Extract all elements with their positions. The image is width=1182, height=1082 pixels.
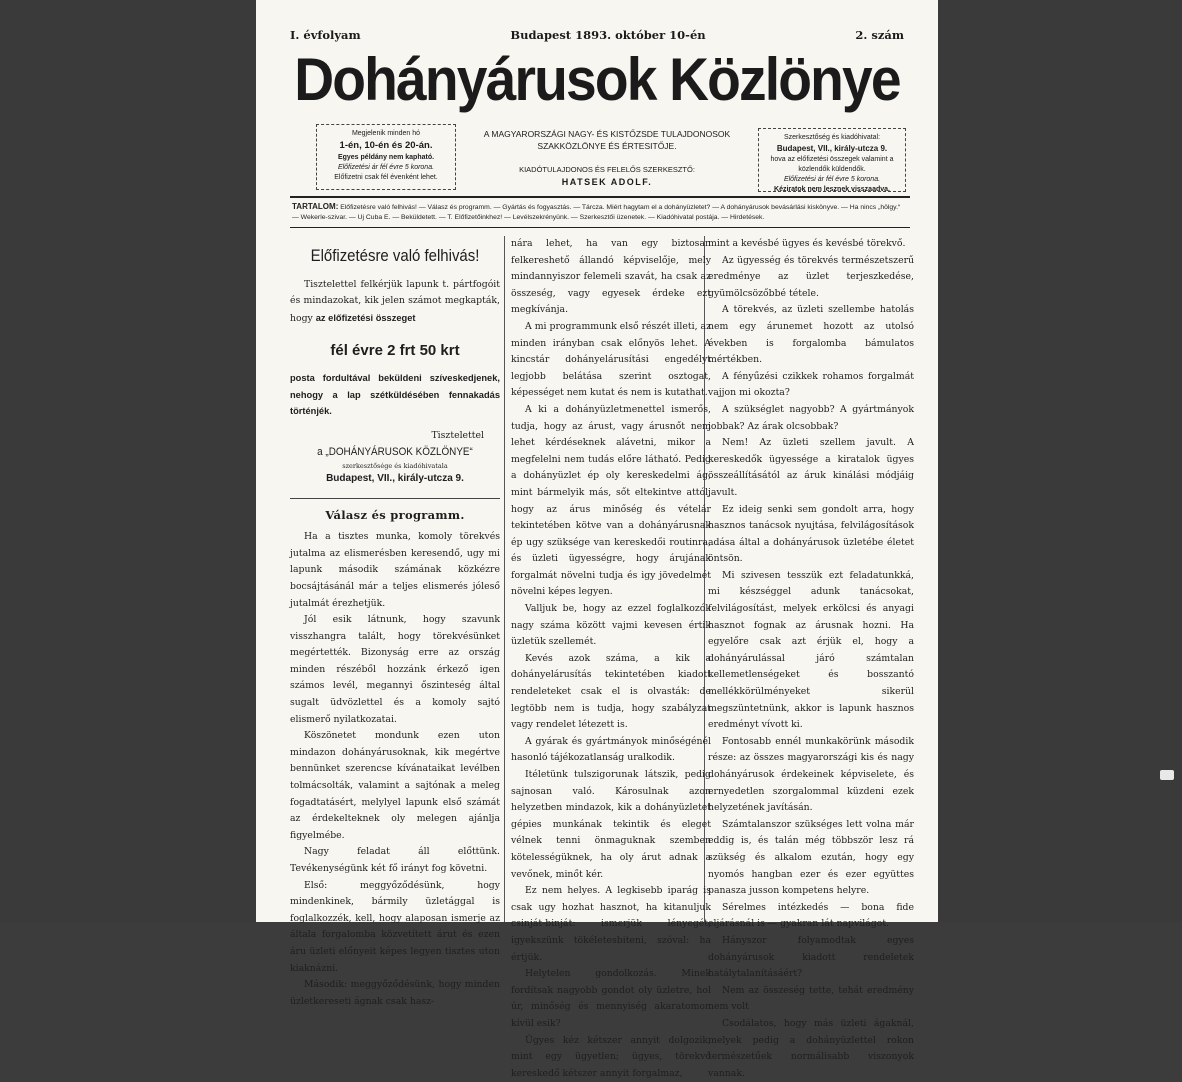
article-paragraph: Ügyes kéz kétszer annyit dolgozik, mint egy ügyetlen; ügyes, törekvő kereskedő kétszer annyit forgalmaz, — [511, 1033, 711, 1082]
info-line: Egyes példány nem kapható. — [323, 153, 449, 163]
article-paragraph: Itéletünk tulszigorunak látszik, pedig sajnosan való. Károsulnak azon helyzetben mindazok, kik a dohányüzletet gépies munkának tekintik és eleget vélnek tenni önmaguknak szemben kötelességüknek, ha oly árut adnak a vevőnek, minőt kér. — [511, 767, 711, 883]
article-body — [290, 529, 500, 1010]
notice-paragraph — [290, 277, 500, 328]
article-paragraph: Csodálatos, hogy más üzleti ágaknál, melyek pedig a dohányüzlettel rokon természetűek normálisabb viszonyok vannak. — [708, 1016, 914, 1082]
article-paragraph: Nagy feladat áll előttünk. Tevékenységünk két fő irányt fog követni. — [290, 844, 500, 877]
column-1 — [290, 236, 500, 1010]
info-line: Előfizetési ár fél évre 5 korona. — [323, 163, 449, 173]
notice-signature: a „DOHÁNYÁRUSOK KÖZLÖNYE“ — [301, 444, 490, 461]
article-paragraph: Helytelen gondolkozás. Minek fordítsak nagyobb gondot oly üzletre, hol úr, minőség és mennyiség akaratomon kívül esik? — [511, 966, 711, 1032]
article-paragraph: A gyárak és gyártmányok minőségénél hasonló tájékozatlanság uralkodik. — [511, 734, 711, 767]
article-paragraph: Ez nem helyes. A legkisebb iparág is csak ugy hozhat hasznot, ha kitanuljuk csinját-binját: ismerjük lényegét, igyekszünk tökéletesbiteni, szóval: ha értjük. — [511, 883, 711, 966]
article-paragraph: Ha a tisztes munka, komoly törekvés jutalma az elismerésben keresendő, ugy mi lapunk második számának közkézre bocsájtásánál már a teljes elismerés jóleső jutalmát érezhetjük. — [290, 529, 500, 612]
info-line: Kéziratok nem lesznek visszaadva. — [765, 185, 899, 195]
article-paragraph: Fontosabb ennél munkakörünk második része: az összes magyarországi kis és nagy dohányárusok érdekeinek képviselete, és ernyedetlen szorgalommal küzdeni ezek helyzetének javításán. — [708, 734, 914, 817]
newspaper-title: Dohányárusok Közlönye — [283, 50, 910, 110]
article-paragraph: Nem az összeség tette, tehát eredmény nem volt — [708, 983, 914, 1016]
toc-label: TARTALOM: — [292, 202, 338, 211]
article-paragraph: Ez ideig senki sem gondolt arra, hogy hasznos tanácsok nyujtása, felvilágosítások adása által a dohányárusok üzletébe életet öntsön. — [708, 502, 914, 568]
article-paragraph: Első: meggyőződésünk, hogy mindenkinek, bármily üzletággal is foglalkozzék, kell, hogy alaposan ismerje az általa forgalomba közvetített árut és ezen áru üzleti előnyeit képes legyen tisztes uton kiaknázni. — [290, 878, 500, 978]
article-paragraph: Sérelmes intézkedés — bona fide eljárásnál is — gyakran lát napvilágot. — [708, 900, 914, 933]
editor-name: HATSEK ADOLF. — [456, 176, 758, 189]
section-rule — [290, 498, 500, 499]
article-paragraph: nára lehet, ha van egy biztosan felkereshető állandó képviselője, mely mindannyiszor felemeli szavát, ha csak az összeség, vagy egyesek érdeke ezt megkívánja. — [511, 236, 711, 319]
dateline: Budapest 1893. október 10-én — [510, 28, 705, 42]
article-title: Válasz és programm. — [290, 507, 500, 524]
editor-label: KIADÓTULAJDONOS ÉS FELELŐS SZERKESZTŐ: — [456, 165, 758, 176]
article-paragraph: mint a kevésbé ügyes és kevésbé törekvő. — [708, 236, 914, 253]
info-line: Előfizetni csak fél évenként lehet. — [323, 173, 449, 183]
column-3 — [708, 236, 914, 1082]
article-paragraph: Mi szivesen tesszük ezt feladatunkká, mi készséggel adunk tanácsokat, felvilágosítást, melyek erkölcsi és anyagi hasznot fognak az árusnak hozni. Ha egyelőre csak azt érjük el, hogy a dohányárulással járó számtalan kellemetlenségeket és bosszantó mellékkörülményeket sikerül megszüntetnünk, akkor is lapunk hasznos eredményt vívott ki. — [708, 568, 914, 734]
editorial-office-box — [758, 128, 906, 192]
notice-request: posta fordultával beküldeni szíveskedjenek, nehogy a lap szétküldésében fennakadás történjék. — [290, 370, 500, 420]
article-paragraph: Valljuk be, hogy az ezzel foglalkozók nagy száma között vajmi kevesen értik üzletük szellemét. — [511, 601, 711, 651]
article-paragraph: Hányszor folyamodtak egyes dohányárusok kiadott rendeletek hatálytalanításáért? — [708, 933, 914, 983]
article-paragraph: A szükséglet nagyobb? A gyártmányok jobbak? Az árak olcsobbak? — [708, 402, 914, 435]
column-2 — [511, 236, 711, 1082]
notice-address: Budapest, VII., király-utcza 9. — [290, 471, 500, 488]
masthead-topline — [290, 28, 904, 42]
subtitle-line: SZAKKÖZLÖNYE ÉS ÉRTESITŐJE. — [456, 140, 758, 152]
publication-info-box — [316, 124, 456, 190]
article-paragraph: Az ügyesség és törekvés természetszerű eredménye az üzlet terjeszkedése, gyümölcsözőbbé tétele. — [708, 253, 914, 303]
info-line: 1-én, 10-én és 20-án. — [323, 139, 449, 153]
article-paragraph: A törekvés, az üzleti szellembe hatolás nem egy árunemet hozott az utolsó években is forgalomba bámulatos mértékben. — [708, 302, 914, 368]
subtitle-line: A MAGYARORSZÁGI NAGY- ÉS KISTŐZSDE TULAJDONOSOK — [456, 128, 758, 140]
article-paragraph: Számtalanszor szükséges lett volna már eddig is, és talán még többször lesz rá szükség és alkalom ezután, hogy egy nyomós hangban ezer és ezer együttes panasza jusson kompetens helyre. — [708, 817, 914, 900]
info-line: Szerkesztőség és kiadóhivatal: — [765, 133, 899, 143]
notice-signature-sub: szerkesztősége és kiadóhivatala — [290, 461, 500, 471]
article-paragraph: A ki a dohányüzletmenettel ismerős, tudja, hogy az árust, vagy árusnőt nem lehet kérdéseknek alávetni, mikor a megfelelni nem tudás előre látható. Pedig a dohányüzlet ép oly kereskedelmi ág, mint bármelyik más, sőt eltekintve attól, hogy az árus minőség és vételár tekintetében kötve van a dohányárusnak ép ugy szüksége van kereskedői routinra, és üzleti ügyességre, hogy árujának forgalmát növelni tudja és igy jövedelmét növelni képes legyen. — [511, 402, 711, 601]
article-paragraph: Köszönetet mondunk ezen uton mindazon dohányárusoknak, kik megértve bennünket szerencse kívánataikat levélben tolmácsolták, valamint a sajtónak a meleg fogadtatásért, melylyel lapunk első számát az érdekelteknek oly melegen ajánlja figyelmébe. — [290, 728, 500, 844]
notice-emphasis: az előfizetési összeget — [316, 313, 416, 323]
info-line: Megjelenik minden hó — [323, 129, 449, 139]
info-line: hova az előfizetési összegek valamint a közlendők küldendők. — [765, 155, 899, 175]
scroll-marker — [1160, 770, 1174, 780]
column-divider — [504, 236, 505, 922]
article-paragraph: A mi programmunk első részét illeti, az minden irányban csak előnyös lehet. A kincstár dohányelárusítási engedélyt legjobb belátása szerint osztogat, képességet nem kutat és nem is kutathat. — [511, 319, 711, 402]
masthead-subtitle — [456, 128, 758, 189]
article-paragraph: Második: meggyőződésünk, hogy minden üzletkereseti ágnak csak hasz- — [290, 977, 500, 1010]
table-of-contents — [290, 196, 910, 228]
article-paragraph: A fényűzési czikkek rohamos forgalmát vajjon mi okozta? — [708, 369, 914, 402]
notice-price: fél évre 2 frt 50 krt — [290, 343, 500, 360]
article-paragraph: Nem! Az üzleti szellem javult. A kereskedők ügyessége a kiratalok ügyes összeállításától az áruk kinálási módjáig javult. — [708, 435, 914, 501]
article-paragraph: Kevés azok száma, a kik a dohányelárusítás tekintetében kiadott rendeleteket csak el is olvasták: de legtöbb nem is tudja, hogy szabályzat vagy rendelet létezett is. — [511, 651, 711, 734]
info-line: Előfizetési ár fél évre 5 korona. — [765, 175, 899, 185]
volume-label: I. évfolyam — [290, 28, 361, 42]
notice-heading: Előfizetésre való felhivás! — [303, 248, 488, 265]
newspaper-page — [256, 0, 938, 922]
notice-text: Tisztelettel felkérjük lapunk t. pártfogóit és mindazokat, kik jelen számot megkapták, hogy — [290, 279, 500, 324]
notice-regards: Tisztelettel — [290, 428, 500, 445]
article-paragraph: Jól esik látnunk, hogy szavunk visszhangra talált, hogy törekvésünket megértették. Bizonyság erre az ország minden részéből hozzánk érkező igen számos levél, megannyi őszinteség által sugalt üdvözlettel és a komoly sajtó elismerő nyilatkozatai. — [290, 612, 500, 728]
toc-text: Előfizetésre való felhivás! — Válasz és programm. — Gyártás és fogyasztás. — Tárcza. Miért hagytam el a dohányüzletet? — A dohányárusok bevásárlási kiskönyve. — Ha nincs „hölgy.“ — Wekerle-szivar. — Uj Cuba E. — Beküldetett. — T. Előfizetőinkhez! — Levélszekrényünk. — Szerkesztői üzenetek. — Kiadóhivatal postája. — Hirdetések. — [292, 204, 900, 221]
info-line: Budapest, VII., király-utcza 9. — [765, 143, 899, 155]
issue-number: 2. szám — [855, 28, 904, 42]
